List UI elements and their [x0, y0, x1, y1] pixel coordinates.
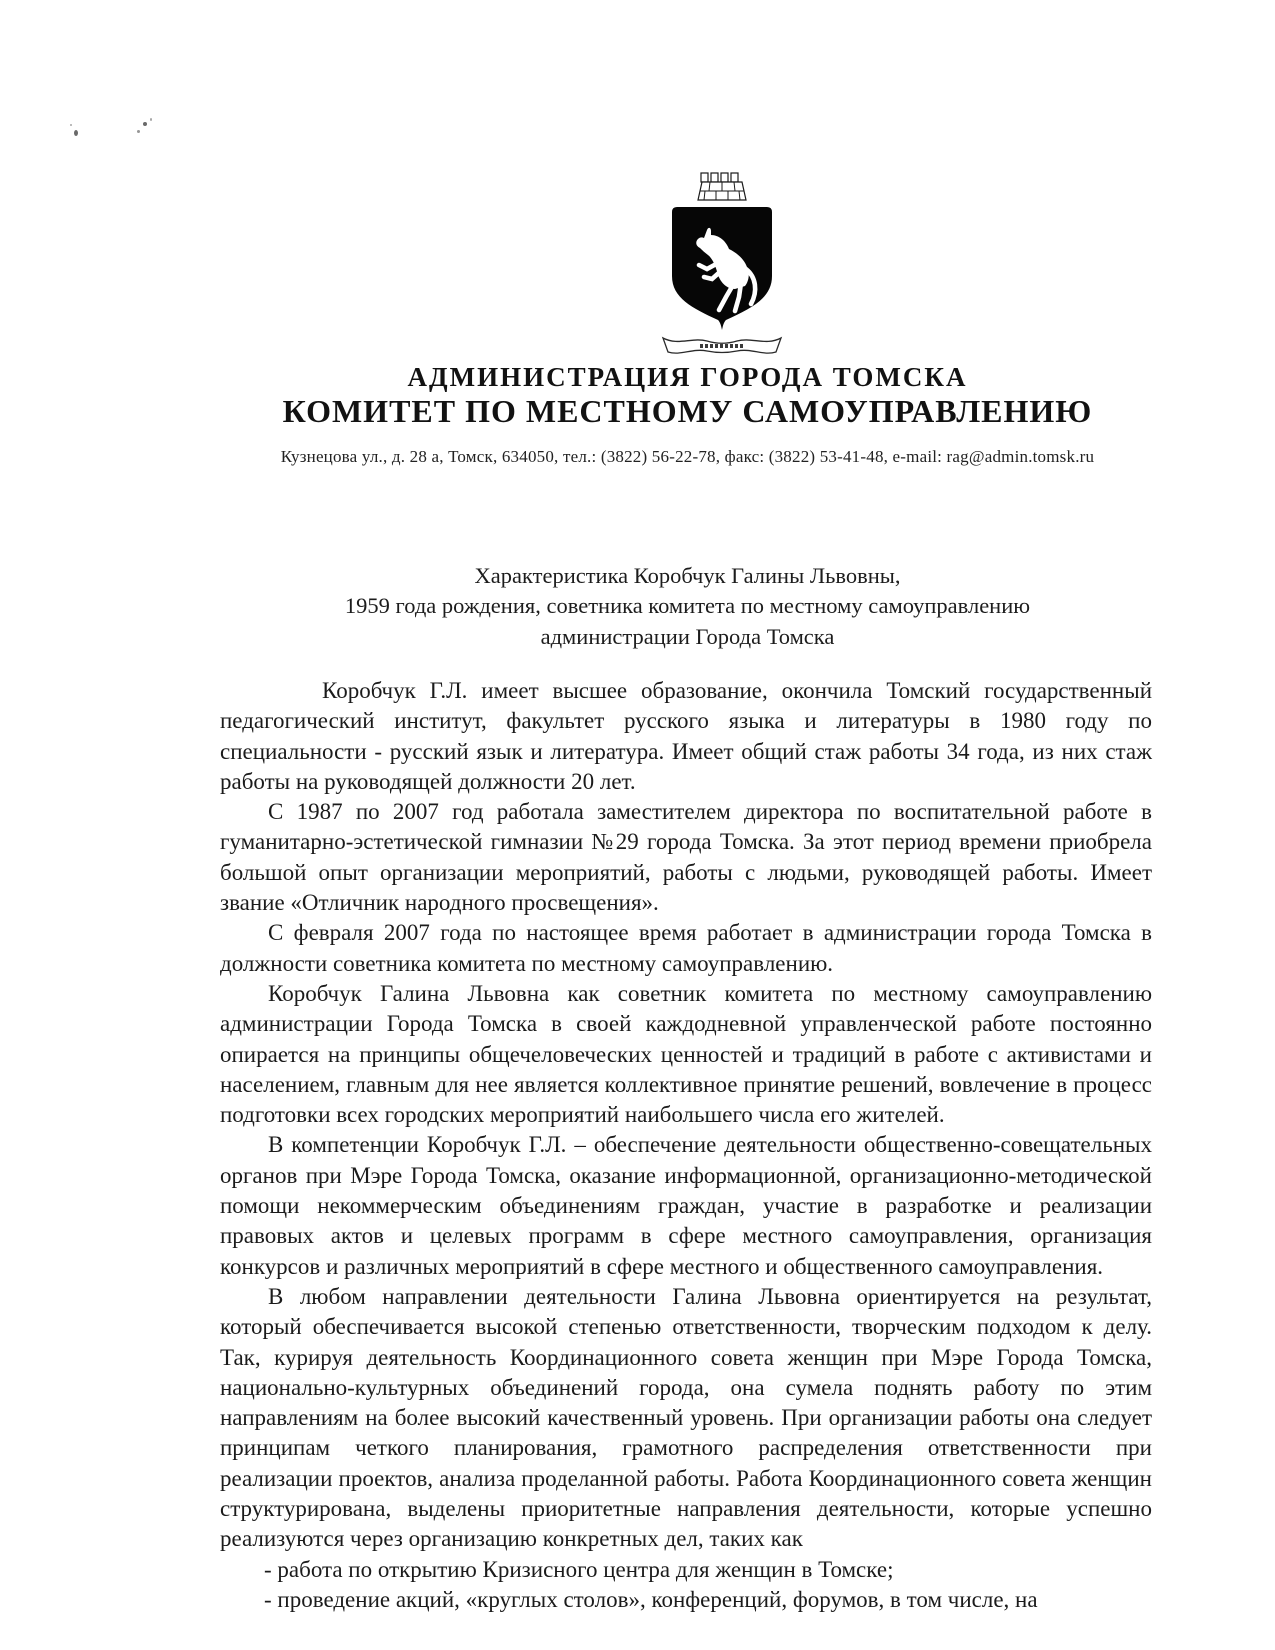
scan-speckle	[137, 130, 140, 133]
scan-speckle	[143, 122, 147, 126]
document-body	[220, 676, 1152, 1615]
list-item: - проведение акций, «круглых столов», конференций, форумов, в том числе, на	[264, 1586, 1038, 1612]
scan-speckle	[150, 118, 152, 121]
scan-speckle	[70, 124, 72, 126]
org-contact-line: Кузнецова ул., д. 28 а, Томск, 634050, тел.: (3822) 56-22-78, факс: (3822) 53-41-48, e-mail: rag@admin.tomsk.ru	[280, 447, 1095, 466]
document-paragraph: С 1987 по 2007 год работала заместителем директора по воспитательной работе в гуманитарно-эстетической гимназии №29 города Томска. За этот период времени приобрела большой опыт организации мероприятий, работы с людьми, руководящей работы. Имеет звание «Отличник народного просвещения».	[220, 799, 1152, 916]
document-title-line: администрации Города Томска	[540, 623, 835, 649]
scan-speckle	[74, 130, 78, 136]
document-paragraph: С февраля 2007 года по настоящее время работает в администрации города Томска в должности советника комитета по местному самоуправлению.	[220, 920, 1152, 976]
document-paragraph: Коробчук Галина Львовна как советник комитета по местному самоуправлению администрации Города Томска в своей каждодневной управленческой работе постоянно опирается на принципы общечеловеческих ценностей и традиций в работе с активистами и населением, главным для нее является коллективное принятие решений, вовлечение в процесс подготовки всех городских мероприятий наибольшего числа его жителей.	[220, 980, 1152, 1128]
motto-ribbon-icon	[660, 333, 784, 357]
document-paragraph: Коробчук Г.Л. имеет высшее образование, окончила Томский государственный педагогический институт, факультет русского языка и литературы в 1980 году по специальности - русский язык и литература. Имеет общий стаж работы 34 года, из них стаж работы на руководящей должности 20 лет.	[220, 678, 1152, 794]
tomsk-coat-of-arms-icon	[642, 170, 802, 357]
document-title	[100, 561, 1275, 652]
org-name-line2: КОМИТЕТ ПО МЕСТНОМУ САМОУПРАВЛЕНИЮ	[282, 393, 1093, 429]
org-name-line1: АДМИНИСТРАЦИЯ ГОРОДА ТОМСКА	[407, 362, 968, 392]
list-item: - работа по открытию Кризисного центра для женщин в Томске;	[264, 1556, 894, 1582]
document-title-line: 1959 года рождения, советника комитета по местному самоуправлению	[344, 593, 1031, 619]
document-paragraph: В любом направлении деятельности Галина Львовна ориентируется на результат, который обеспечивается высокой степенью ответственности, творческим подходом к делу. Так, курируя деятельность Координационного совета женщин при Мэре Города Томска, национально-культурных объединений города, она сумела поднять работу по этим направлениям на более высокий качественный уровень. При организации работы она следует принципам четкого планирования, грамотного распределения ответственности при реализации проектов, анализа проделанной работы. Работа Координационного совета женщин структурирована, выделены приоритетные направления деятельности, которые успешно реализуются через организацию конкретных дел, таких как	[220, 1283, 1152, 1552]
shield-with-horse-icon	[668, 204, 776, 332]
document-title-line: Характеристика Коробчук Галины Львовны,	[474, 563, 901, 588]
masonry-crown-icon	[694, 170, 750, 202]
document-paragraph: В компетенции Коробчук Г.Л. – обеспечение деятельности общественно-совещательных органов при Мэре Города Томска, оказание информационной, организационно-методической помощи некоммерческим объединениям граждан, участие в разработке и реализации правовых актов и целевых программ в сфере местного самоуправления, организация конкурсов и различных мероприятий в сфере местного и общественного самоуправления.	[220, 1132, 1152, 1279]
